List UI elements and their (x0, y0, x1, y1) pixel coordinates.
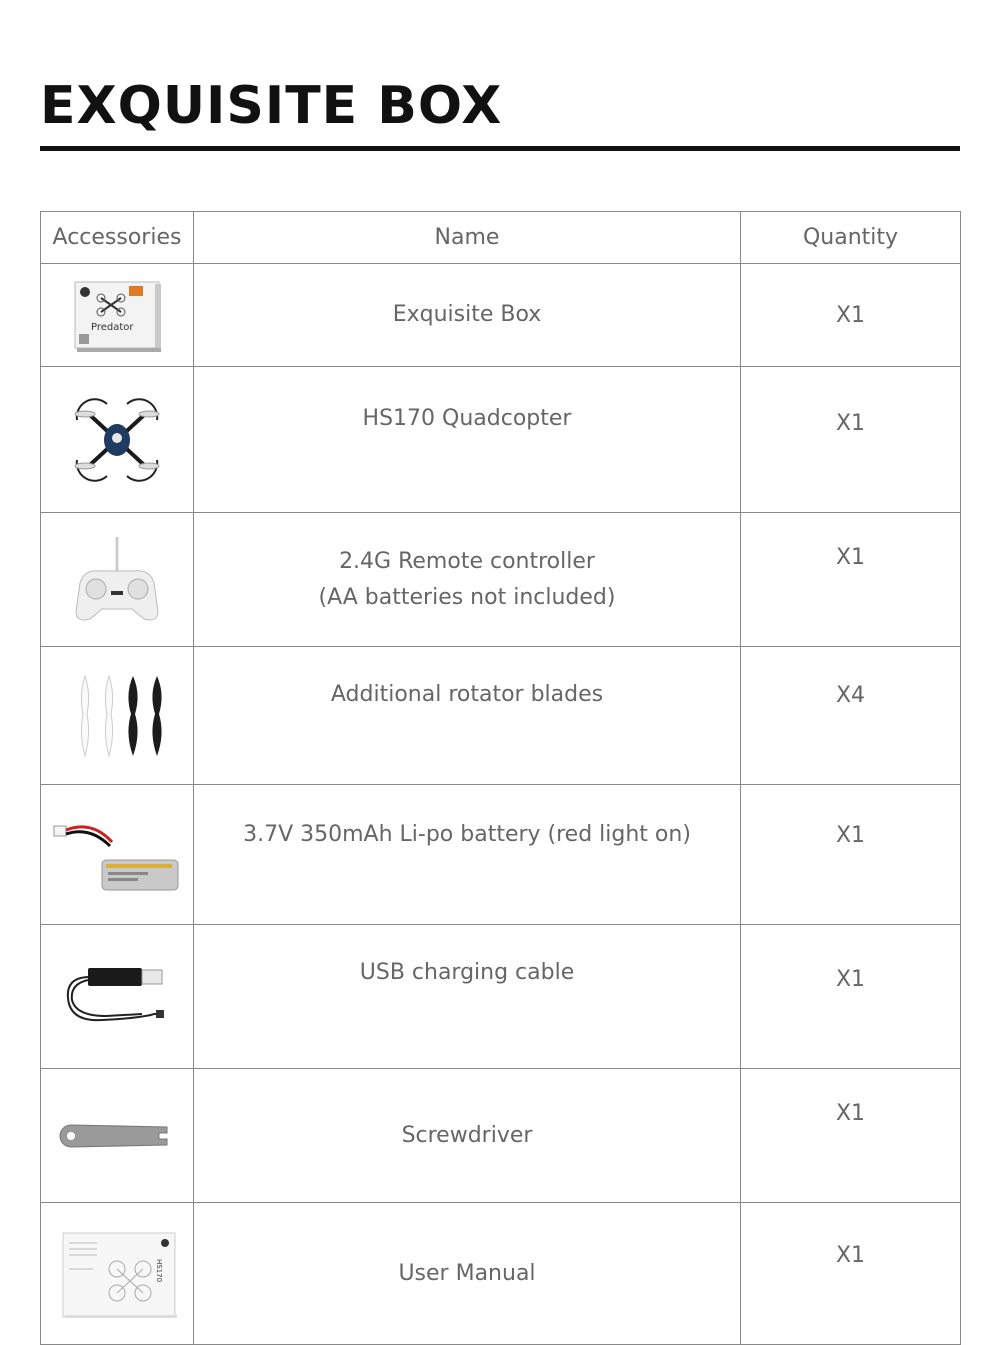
accessory-image-cell (41, 367, 194, 513)
item-name-cell (194, 785, 741, 925)
item-quantity-cell (741, 647, 961, 785)
quadcopter-image (69, 394, 165, 486)
accessory-image-cell (41, 1069, 194, 1203)
table-row (41, 1203, 961, 1345)
item-name: Exquisite Box (392, 302, 542, 327)
table-header-row (41, 212, 961, 264)
accessory-image-cell (41, 647, 194, 785)
rotor-blades-image (67, 674, 167, 758)
item-quantity: X1 (835, 823, 866, 848)
item-name-cell (194, 647, 741, 785)
item-name-cell (194, 925, 741, 1069)
header-accessories: Accessories (41, 212, 194, 264)
table-row (41, 264, 961, 367)
item-quantity: X1 (835, 1101, 866, 1126)
item-name-cell (194, 1203, 741, 1345)
item-quantity: X1 (835, 411, 866, 436)
table-row (41, 647, 961, 785)
item-name-line-1: 2.4G Remote controller (339, 548, 595, 574)
battery-image (52, 812, 182, 898)
item-quantity-cell (741, 925, 961, 1069)
accessories-table (40, 211, 961, 1345)
item-quantity: X1 (835, 302, 866, 328)
box-image (71, 276, 163, 354)
title-underline (40, 146, 960, 151)
header-name: Name (194, 212, 741, 264)
item-quantity-cell (741, 513, 961, 647)
table-row (41, 925, 961, 1069)
table-row (41, 513, 961, 647)
user-manual-image (57, 1229, 177, 1319)
accessory-image-cell (41, 785, 194, 925)
page-title: EXQUISITE BOX (40, 76, 503, 136)
table-row (41, 1069, 961, 1203)
item-quantity-cell (741, 1203, 961, 1345)
item-quantity-cell (741, 367, 961, 513)
item-quantity: X4 (835, 683, 866, 708)
header-quantity: Quantity (741, 212, 961, 264)
box-brand-text: Predator (91, 322, 134, 333)
item-name: Screwdriver (401, 1122, 533, 1148)
item-name-line-2: (AA batteries not included) (318, 584, 616, 610)
item-name: USB charging cable (359, 960, 575, 985)
usb-cable-image (62, 964, 172, 1030)
item-name-cell (194, 264, 741, 367)
item-name: User Manual (398, 1260, 536, 1286)
manual-model-text: HS170 (155, 1258, 163, 1282)
item-quantity: X1 (835, 1243, 866, 1268)
item-quantity: X1 (835, 545, 866, 570)
item-quantity: X1 (835, 967, 866, 992)
table-row (41, 367, 961, 513)
item-name: 3.7V 350mAh Li-po battery (red light on) (243, 822, 691, 847)
item-name: HS170 Quadcopter (362, 406, 572, 431)
item-quantity-cell (741, 264, 961, 367)
accessory-image-cell (41, 1203, 194, 1345)
table-row (41, 785, 961, 925)
screwdriver-image (59, 1121, 175, 1151)
item-quantity-cell (741, 1069, 961, 1203)
item-name: Additional rotator blades (330, 682, 604, 707)
item-name-cell (194, 367, 741, 513)
item-name-cell (194, 1069, 741, 1203)
accessory-image-cell (41, 264, 194, 367)
accessory-image-cell (41, 925, 194, 1069)
accessory-image-cell (41, 513, 194, 647)
remote-controller-image (70, 533, 164, 627)
item-name-cell (194, 513, 741, 647)
item-quantity-cell (741, 785, 961, 925)
